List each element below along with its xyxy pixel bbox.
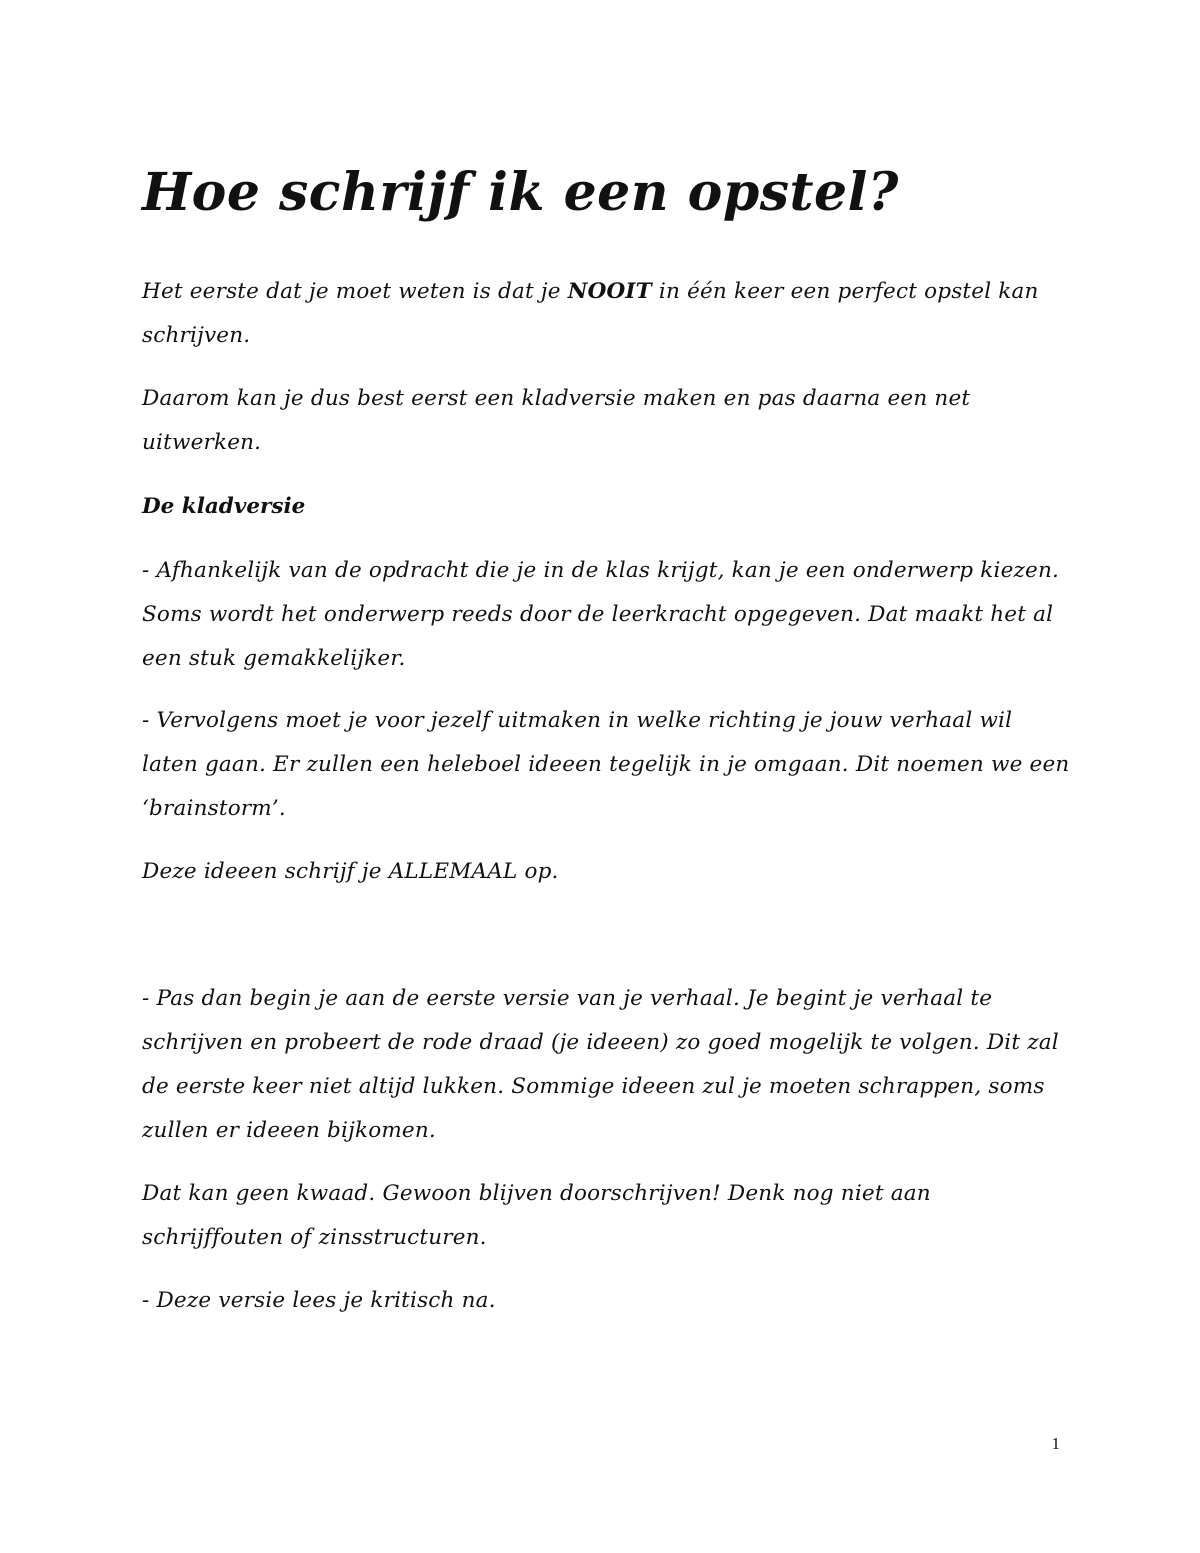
paragraph-review: - Deze versie lees je kritisch na. — [142, 1288, 496, 1313]
intro-paragraph — [142, 270, 1072, 358]
intro-text-before: Het eerste dat je moet weten is dat je — [142, 279, 568, 304]
page-title: Hoe schrijf ik een opstel? — [142, 162, 899, 223]
paragraph-topic: - Afhankelijk van de opdracht die je in de klas krijgt, kan je een onderwerp kiezen. Soms wordt het onderwerp reeds door de leerkracht opgegeven. Dat maakt het al een stuk gemakkelijker. — [142, 558, 1060, 671]
paragraph-brainstorm: - Vervolgens moet je voor jezelf uitmaken in welke richting je jouw verhaal wil laten gaan. Er zullen een heleboel ideeen tegelijk in je omgaan. Dit noemen we een ‘brainstorm’. — [142, 708, 1070, 821]
paragraph-keep-writing: Dat kan geen kwaad. Gewoon blijven doorschrijven! Denk nog niet aan schrijffouten of zinsstructuren. — [142, 1181, 931, 1250]
intro-emphasis: NOOIT — [567, 279, 652, 304]
paragraph-write-all: Deze ideeen schrijf je ALLEMAAL op. — [142, 859, 559, 884]
paragraph-first-version: - Pas dan begin je aan de eerste versie van je verhaal. Je begint je verhaal te schrijven en probeert de rode draad (je ideeen) zo goed mogelijk te volgen. Dit zal de eerste keer niet altijd lukken. Sommige ideeen zul je moeten schrappen, soms zullen er ideeen bijkomen. — [142, 986, 1059, 1143]
paragraph-kladversie-advice: Daarom kan je dus best eerst een kladversie maken en pas daarna een net uitwerken. — [142, 386, 971, 455]
intro-text-after: in één keer een perfect opstel kan schrijven. — [142, 279, 1039, 348]
section-heading: De kladversie — [142, 494, 306, 519]
page-number: 1 — [1051, 1434, 1060, 1453]
